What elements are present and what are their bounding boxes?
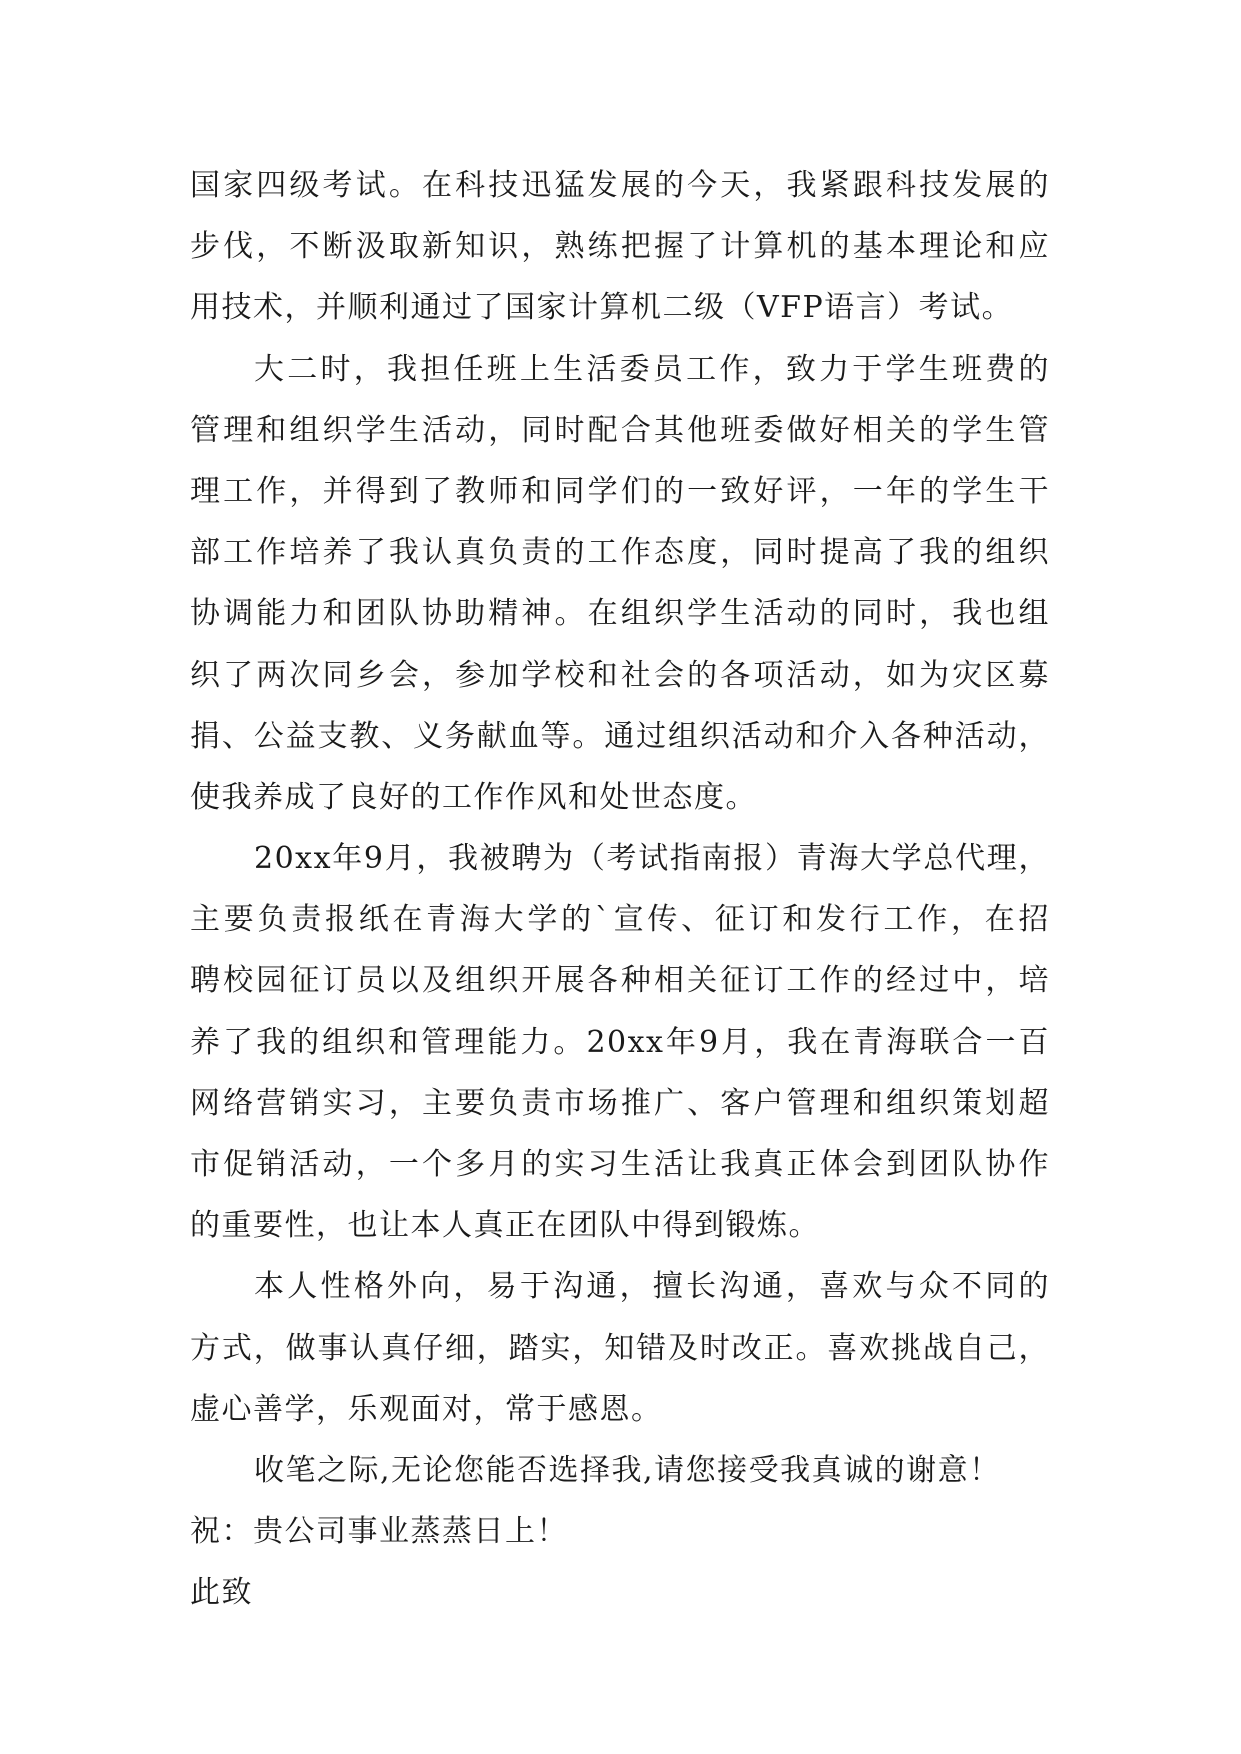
text-line: 市促销活动，一个多月的实习生活让我真正体会到团队协作	[190, 1147, 1050, 1182]
text-line: 20xx年9月，我被聘为（考试指南报）青海大学总代理，	[254, 841, 1050, 877]
text-line: 织了两次同乡会，参加学校和社会的各项活动，如为灾区募	[190, 657, 1050, 693]
text-line: 协调能力和团队协助精神。在组织学生活动的同时，我也组	[190, 596, 1050, 632]
text-line: 部工作培养了我认真负责的工作态度，同时提高了我的组织	[190, 535, 1050, 571]
paragraph-personality	[190, 1256, 1050, 1440]
closing-salutation: 此致	[190, 1575, 253, 1611]
text-line: 方式，做事认真仔细，踏实，知错及时改正。喜欢挑战自己，	[190, 1330, 1050, 1366]
closing	[190, 1501, 1050, 1623]
document-page	[190, 155, 1050, 1624]
text-line: 本人性格外向，易于沟通，擅长沟通，喜欢与众不同的	[254, 1269, 1050, 1305]
closing-wish: 祝：贵公司事业蒸蒸日上！	[190, 1514, 568, 1550]
text-line: 步伐，不断汲取新知识，熟练把握了计算机的基本理论和应	[190, 229, 1050, 265]
text-line: 养了我的组织和管理能力。20xx年9月，我在青海联合一百	[190, 1024, 1050, 1060]
paragraph-internship	[190, 828, 1050, 1256]
text-line: 大二时，我担任班上生活委员工作，致力于学生班费的	[254, 351, 1050, 387]
text-line: 国家四级考试。在科技迅猛发展的今天，我紧跟科技发展的	[190, 168, 1050, 203]
paragraph-education	[190, 155, 1050, 339]
text-line: 虚心善学，乐观面对，常于感恩。	[190, 1391, 663, 1427]
text-line: 聘校园征订员以及组织开展各种相关征订工作的经过中，培	[190, 963, 1050, 999]
paragraph-thanks	[190, 1440, 1050, 1501]
text-line: 主要负责报纸在青海大学的`宣传、征订和发行工作，在招	[190, 902, 1050, 938]
text-line: 网络营销实习，主要负责市场推广、客户管理和组织策划超	[190, 1085, 1050, 1121]
text-line: 使我养成了良好的工作作风和处世态度。	[190, 779, 757, 815]
paragraph-student-work	[190, 339, 1050, 829]
text-line: 管理和组织学生活动，同时配合其他班委做好相关的学生管	[190, 412, 1050, 448]
text-line: 捐、公益支教、义务献血等。通过组织活动和介入各种活动，	[190, 718, 1050, 754]
text-line: 用技术，并顺利通过了国家计算机二级（VFP语言）考试。	[190, 290, 1014, 326]
text-line: 的重要性，也让本人真正在团队中得到锻炼。	[190, 1208, 820, 1244]
text-line: 理工作，并得到了教师和同学们的一致好评，一年的学生干	[190, 473, 1050, 509]
text-line: 收笔之际,无论您能否选择我,请您接受我真诚的谢意！	[254, 1452, 1001, 1488]
